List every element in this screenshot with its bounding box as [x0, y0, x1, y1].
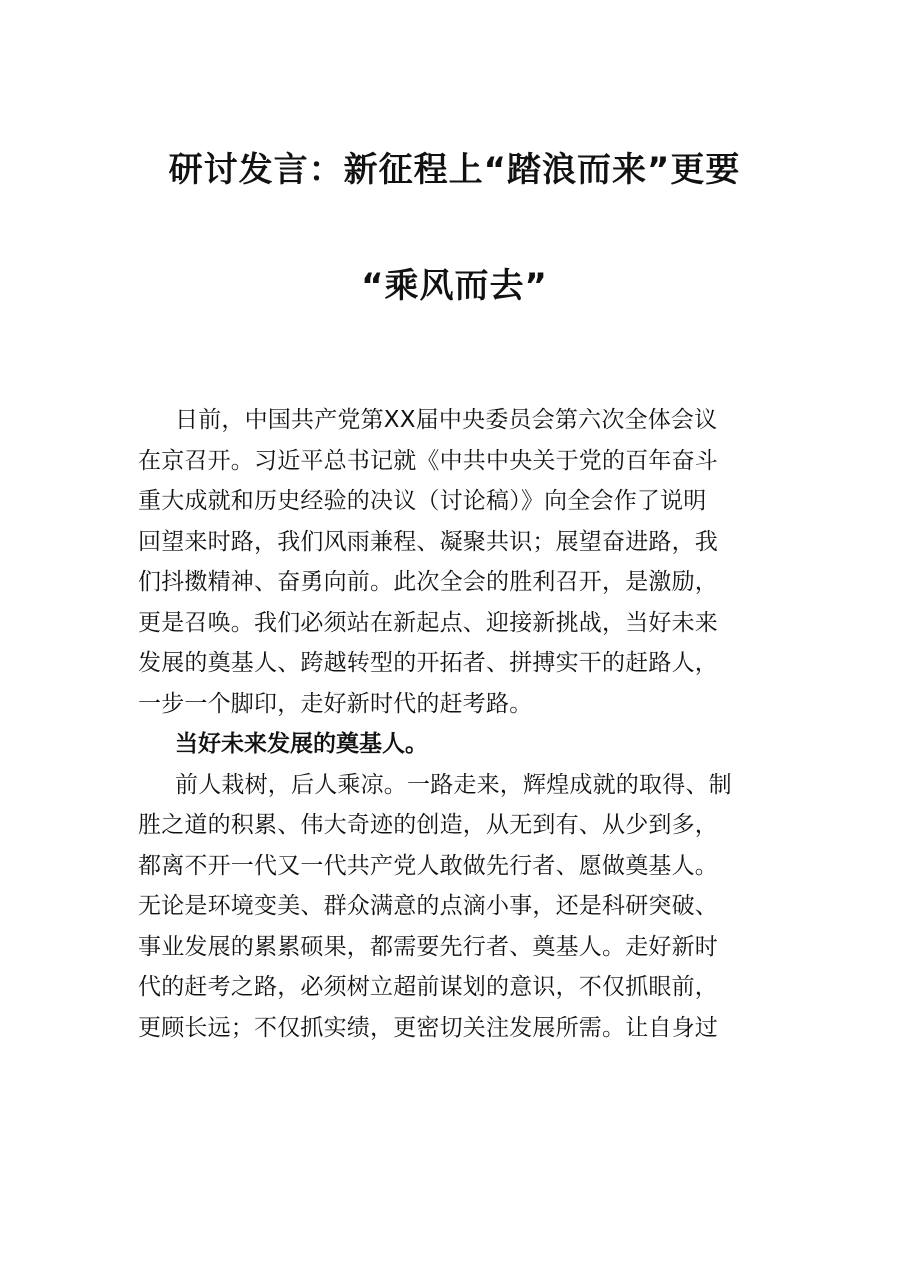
section-heading: 当好未来发展的奠基人。	[175, 731, 428, 757]
document-title-line-1: 研讨发言：新征程上“踏浪而来”更要	[168, 150, 741, 190]
paragraph-line: 们抖擞精神、奋勇向前。此次全会的胜利召开，是激励，	[138, 569, 718, 595]
paragraph-line: 代的赶考之路，必须树立超前谋划的意识，不仅抓眼前，	[138, 974, 718, 1000]
document-title-line-2: “乘风而去”	[361, 266, 548, 306]
paragraph-line: 都离不开一代又一代共产党人敢做先行者、愿做奠基人。	[138, 852, 718, 879]
paragraph-line: 更顾长远；不仅抓实绩，更密切关注发展所需。让自身过	[138, 1014, 718, 1041]
paragraph-line: 日前，中国共产党第XX届中央委员会第六次全体会议	[175, 407, 718, 433]
paragraph-line: 在京召开。习近平总书记就《中共中央关于党的百年奋斗	[138, 447, 718, 474]
paragraph-line: 重大成就和历史经验的决议（讨论稿）》向全会作了说明	[138, 488, 707, 514]
paragraph-line: 无论是环境变美、群众满意的点滴小事，还是科研突破、	[138, 893, 718, 919]
paragraph-line: 一步一个脚印，走好新时代的赶考路。	[138, 690, 533, 717]
paragraph-line: 事业发展的累累硕果，都需要先行者、奠基人。走好新时	[138, 933, 718, 960]
paragraph-line: 前人栽树，后人乘凉。一路走来，辉煌成就的取得、制	[175, 771, 732, 798]
paragraph-line: 回望来时路，我们风雨兼程、凝聚共识；展望奋进路，我	[138, 528, 718, 555]
paragraph-line: 更是召唤。我们必须站在新起点、迎接新挑战，当好未来	[138, 609, 718, 636]
paragraph-1	[138, 400, 778, 724]
document-body	[138, 400, 778, 1048]
paragraph-2	[138, 765, 778, 1049]
paragraph-line: 胜之道的积累、伟大奇迹的创造，从无到有、从少到多，	[138, 812, 718, 838]
paragraph-line: 发展的奠基人、跨越转型的开拓者、拼搏实干的赶路人，	[138, 650, 718, 676]
